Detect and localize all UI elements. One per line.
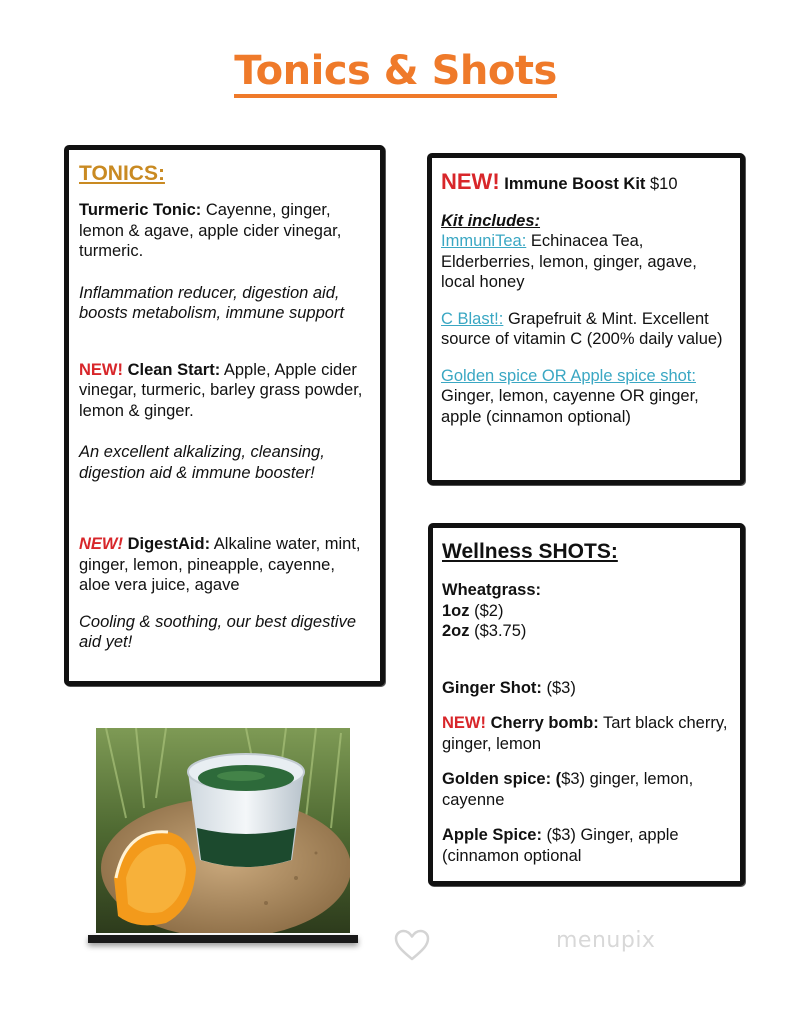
golden-spice-item — [442, 769, 730, 810]
turmeric-tonic-ingredients: Cayenne, ginger, lemon & agave, apple cider vinegar, turmeric. — [79, 201, 342, 260]
kit-item-name: ImmuniTea: — [441, 232, 527, 250]
clean-start-name: Clean Start: — [123, 360, 221, 379]
menupix-watermark: menupix — [556, 928, 656, 953]
wellness-shots-heading: Wellness SHOTS: — [442, 540, 618, 563]
new-badge: NEW! — [79, 360, 123, 379]
ginger-shot-name: Ginger Shot: — [442, 678, 542, 697]
cherry-bomb-name: Cherry bomb: — [486, 714, 599, 732]
kit-price: $10 — [645, 175, 678, 193]
ginger-shot-item — [442, 678, 730, 699]
wheatgrass-shot-photo — [96, 728, 350, 933]
clean-start-item — [79, 360, 370, 422]
kit-title — [441, 169, 730, 195]
wellness-shots-box — [428, 523, 745, 886]
price-label: ($3.75) — [469, 622, 527, 640]
kit-item — [441, 231, 730, 293]
kit-includes-label: Kit includes: — [441, 211, 541, 230]
turmeric-tonic-name: Turmeric Tonic: — [79, 201, 202, 219]
clean-start-ingredients: Apple, Apple cider vinegar, turmeric, barley grass powder, lemon & ginger. — [79, 360, 363, 420]
kit-item — [441, 309, 730, 350]
cherry-bomb-desc: Tart black cherry, ginger, lemon — [442, 714, 728, 753]
tonics-box — [64, 145, 385, 686]
kit-item-desc: Ginger, lemon, cayenne OR ginger, apple (cinnamon optional) — [441, 387, 699, 426]
photo-shadow-bar — [88, 935, 358, 943]
turmeric-tonic-benefit: Inflammation reducer, digestion aid, boosts metabolism, immune support — [79, 283, 345, 322]
new-badge: NEW! — [441, 169, 500, 194]
heart-icon[interactable] — [393, 928, 431, 967]
kit-item-desc: Grapefruit & Mint. Excellent source of vitamin C (200% daily value) — [441, 309, 723, 348]
turmeric-tonic-item — [79, 200, 370, 262]
golden-spice-desc: $3) ginger, lemon, cayenne — [442, 770, 694, 809]
size-label: 2oz — [442, 622, 470, 640]
new-badge: NEW! — [442, 714, 486, 732]
kit-item-name: C Blast!: — [441, 309, 504, 328]
digestaid-item — [79, 534, 370, 596]
size-label: 1oz — [442, 601, 470, 620]
cherry-bomb-item — [442, 713, 730, 754]
wheatgrass-size-2 — [442, 621, 730, 642]
photo-illustration — [96, 728, 350, 933]
kit-item-desc: Echinacea Tea, Elderberries, lemon, ginger, agave, local honey — [441, 232, 697, 291]
kit-name: Immune Boost Kit — [499, 175, 646, 193]
price-label: ($2) — [469, 601, 504, 620]
digestaid-name: DigestAid: — [123, 535, 211, 553]
digestaid-benefit: Cooling & soothing, our best digestive aid yet! — [79, 612, 357, 651]
wheatgrass-name: Wheatgrass: — [442, 581, 542, 599]
digestaid-ingredients: Alkaline water, mint, ginger, lemon, pineapple, cayenne, aloe vera juice, agave — [79, 535, 361, 594]
wheatgrass-size-1 — [442, 601, 730, 622]
ginger-shot-price: ($3) — [541, 678, 576, 697]
clean-start-benefit: An excellent alkalizing, cleansing, digestion aid & immune booster! — [79, 443, 325, 482]
tonics-heading: TONICS: — [79, 162, 165, 185]
immune-kit-box — [427, 153, 745, 485]
page-title: Tonics & Shots — [0, 48, 791, 94]
apple-spice-item — [442, 825, 730, 866]
apple-spice-desc: ($3) Ginger, apple (cinnamon optional — [442, 826, 679, 865]
kit-item — [441, 366, 730, 428]
new-badge: NEW! — [79, 535, 123, 553]
golden-spice-name: Golden spice: ( — [442, 770, 562, 788]
apple-spice-name: Apple Spice: — [442, 826, 542, 844]
kit-item-name: Golden spice OR Apple spice shot: — [441, 366, 696, 385]
